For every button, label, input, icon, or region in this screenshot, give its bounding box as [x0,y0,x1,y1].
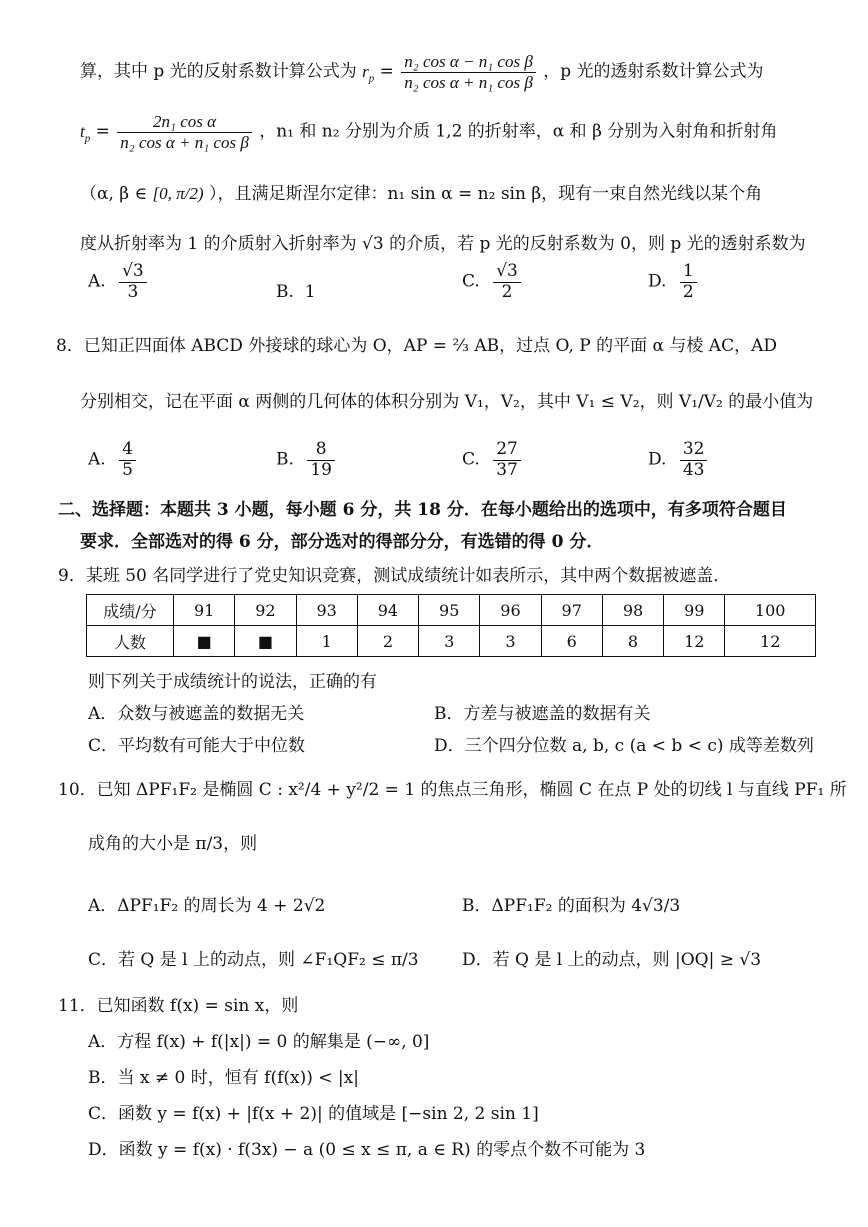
q7-option-d: D. $\frac{1}{2}$ [648,262,699,302]
q11-stem: 11．已知函数 f(x) = sin x，则 [58,996,299,1016]
tp-symbol: $t_p$ [80,121,91,144]
q7-option-c: C. $\frac{√3}{2}$ [462,262,523,302]
q9-stem: 9．某班 50 名同学进行了党史知识竞赛，测试成绩统计如表所示，其中两个数据被遮盖． [58,566,731,586]
q7-line-2: $t_p$ = $\frac{\text{2n₁ cos α}}{\text{n₂ cos α + n₁ cos β}}$ ，n₁ 和 n₂ 分别为介质 1,2 的折射率，α 和 β 分别为入射角和折射角 [80,112,778,152]
q10-option-d: D．若 Q 是 l 上的动点，则 |OQ| ≥ √3 [462,950,762,970]
q10-line-1: 10．已知 ΔPF₁F₂ 是椭圆 C : x²/4 + y²/2 = 1 的焦点三角形，椭圆 C 在点 P 处的切线 l 与直线 PF₁ 所 [58,780,847,800]
q7-text-2: ，n₁ 和 n₂ 分别为介质 1,2 的折射率，α 和 β 分别为入射角和折射角 [259,121,778,142]
section2-line-2: 要求．全部选对的得 6 分，部分选对的得部分分，有选错的得 0 分． [80,532,604,552]
q7-line-1: 算，其中 p 光的反射系数计算公式为 $r_p$ = $\frac{\text{n₂ cos α − n₁ cos β}}{\text{n₂ cos α + n₁ cos β}}$ ，p 光的透射系数计算公式为 [80,52,764,92]
q10-line-2: 成角的大小是 π/3，则 [88,834,258,854]
q8-line-1: 8．已知正四面体 ABCD 外接球的球心为 O，AP = ⅔ AB，过点 O, P 的平面 α 与棱 AC，AD [56,336,777,356]
q11-option-b: B．当 x ≠ 0 时，恒有 f(f(x)) < |x| [88,1068,359,1088]
q8-option-a: A. $\frac{4}{5}$ [88,440,138,480]
q9-option-d: D．三个四分位数 a, b, c (a < b < c) 成等差数列 [434,736,814,756]
table-row: 人数 ■ ■ 1 2 3 3 6 8 12 12 [87,626,816,657]
q11-option-c: C．函数 y = f(x) + |f(x + 2)| 的值域是 [−sin 2, 2 sin 1] [88,1104,539,1124]
rp-symbol: $r_p$ [362,61,375,84]
tp-formula: $\frac{\text{2n₁ cos α}}{\text{n₂ cos α + n₁ cos β}}$ [117,112,252,152]
q11-option-a: A．方程 f(x) + f(|x|) = 0 的解集是 (−∞, 0] [88,1032,430,1052]
q8-option-c: C. $\frac{27}{37}$ [462,440,523,480]
q10-option-b: B．ΔPF₁F₂ 的面积为 4√3/3 [462,896,681,916]
q7-option-b: B. 1 [276,282,316,302]
q10-option-a: A．ΔPF₁F₂ 的周长为 4 + 2√2 [88,896,326,916]
q7-line-4: 度从折射率为 1 的介质射入折射率为 √3 的介质，若 p 光的反射系数为 0，则 p 光的透射系数为 [80,234,806,254]
q9-option-b: B．方差与被遮盖的数据有关 [434,704,651,724]
q8-line-2: 分别相交，记在平面 α 两侧的几何体的体积分别为 V₁，V₂，其中 V₁ ≤ V₂，则 V₁/V₂ 的最小值为 [80,392,814,412]
section2-line-1: 二、选择题：本题共 3 小题，每小题 6 分，共 18 分．在每小题给出的选项中，有多项符合题目 [58,500,787,520]
q8-option-b: B. $\frac{8}{19}$ [276,440,337,480]
q7-option-a: A. $\frac{√3}{3}$ [88,262,149,302]
q7-text-1b: ，p 光的透射系数计算公式为 [543,61,764,82]
q7-line-3: （α, β ∈ [0, π/2) ），且满足斯涅尔定律：n₁ sin α = n₂ sin β，现有一束自然光线以某个角 [80,184,763,204]
score-table [86,594,816,657]
angle-interval: [0, π/2) [152,184,204,203]
q7-text-1a: 算，其中 p 光的反射系数计算公式为 [80,61,357,82]
q11-option-d: D．函数 y = f(x) · f(3x) − a (0 ≤ x ≤ π, a ∈ R) 的零点个数不可能为 3 [88,1140,646,1160]
table-row: 成绩/分 91 92 93 94 95 96 97 98 99 100 [87,595,816,626]
q9-option-a: A．众数与被遮盖的数据无关 [88,704,305,724]
q9-option-c: C．平均数有可能大于中位数 [88,736,306,756]
q8-option-d: D. $\frac{32}{43}$ [648,440,709,480]
q9-ask: 则下列关于成绩统计的说法，正确的有 [88,672,377,692]
rp-formula: $\frac{\text{n₂ cos α − n₁ cos β}}{\text{n₂ cos α + n₁ cos β}}$ [401,52,536,92]
q10-option-c: C．若 Q 是 l 上的动点，则 ∠F₁QF₂ ≤ π/3 [88,950,419,970]
